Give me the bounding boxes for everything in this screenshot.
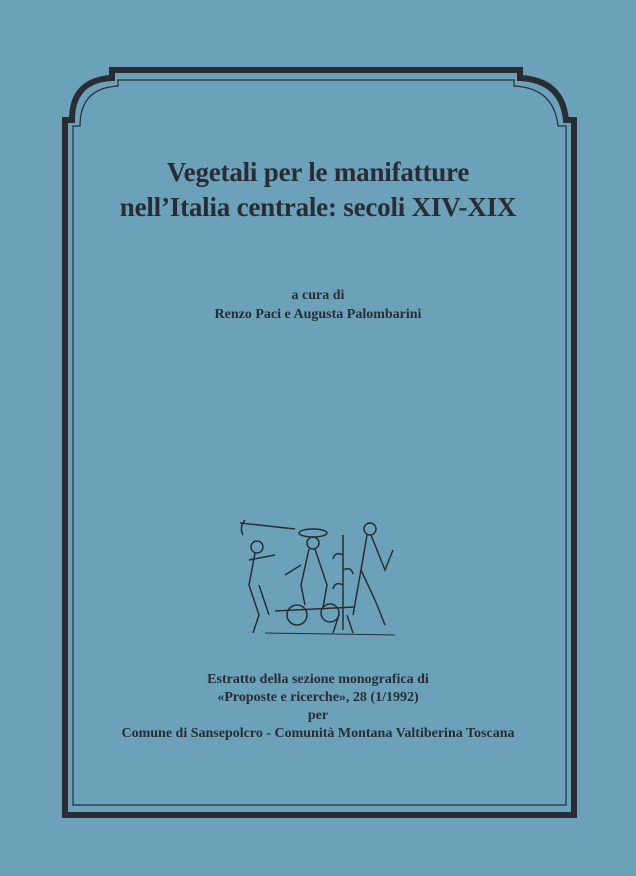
woodcut-illustration (235, 515, 405, 640)
extract-line-1: Estratto della sezione monografica di (207, 672, 429, 687)
book-title (0, 155, 636, 225)
extract-line-2: «Proposte e ricerche», 28 (1/1992) (217, 690, 419, 705)
title-line-2: nell’Italia centrale: secoli XIV-XIX (119, 192, 517, 222)
title-line-1: Vegetali per le manifatture (166, 157, 470, 187)
extract-line-4: Comune di Sansepolcro - Comunità Montana Valtiberina Toscana (121, 726, 515, 741)
extract-line-3: per (307, 708, 329, 723)
editors: Renzo Paci e Augusta Palombarini (214, 307, 422, 322)
editor-prefix: a cura di (291, 288, 345, 303)
